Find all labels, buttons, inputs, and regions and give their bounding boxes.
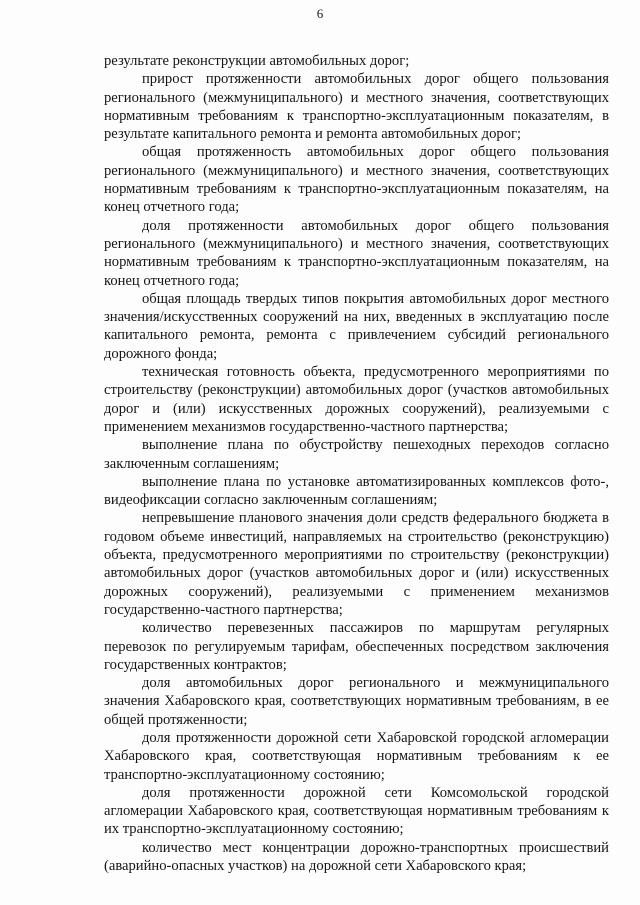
paragraph: выполнение плана по установке автоматизированных комплексов фото-, видеофиксации согласно заключенным соглашениям; bbox=[104, 473, 609, 509]
paragraph: общая протяженность автомобильных дорог общего пользования регионального (межмуниципального) и местного значения, соответствующих нормативным требованиям к транспортно-эксплуатационным показателям, на конец отчетного года; bbox=[104, 144, 609, 216]
paragraph: количество мест концентрации дорожно-транспортных происшествий (аварийно-опасных участков) на дорожной сети Хабаровского края; bbox=[104, 839, 609, 875]
paragraph: доля протяженности дорожной сети Хабаровской городской агломерации Хабаровского края, соответствующая нормативным требованиям к ее транспортно-эксплуатационному состоянию; bbox=[104, 729, 609, 783]
paragraph: количество перевезенных пассажиров по маршрутам регулярных перевозок по регулируемым тарифам, обеспеченных посредством заключения государственных контрактов; bbox=[104, 620, 609, 673]
paragraph: доля протяженности дорожной сети Комсомольской городской агломерации Хабаровского края, соответствующая нормативным требованиям к их транспортно-эксплуатационному состоянию; bbox=[104, 784, 609, 838]
paragraph: выполнение плана по обустройству пешеходных переходов согласно заключенным соглашениям; bbox=[104, 437, 609, 472]
page-number: 6 bbox=[316, 6, 324, 21]
paragraph: непревышение планового значения доли средств федерального бюджета в годовом объеме инвестиций, направляемых на строительство (реконструкцию) объекта, предусмотренного мероприятиями по строительству (реконструкции) автомобильных дорог (участков автомобильных дорог и (или) искусственных дорожных сооружений), реализуемыми с применением механизмов государственно-частного партнерства; bbox=[104, 510, 609, 618]
paragraph: доля автомобильных дорог регионального и межмуниципального значения Хабаровского края, соответствующих нормативным требованиям, в ее общей протяженности; bbox=[104, 675, 609, 728]
document-body bbox=[104, 52, 609, 875]
paragraph: доля протяженности автомобильных дорог общего пользования регионального (межмуниципального) и местного значения, соответствующих нормативным требованиям к транспортно-эксплуатационным показателям, на конец отчетного года; bbox=[104, 217, 609, 289]
paragraph: общая площадь твердых типов покрытия автомобильных дорог местного значения/искусственных сооружений на них, введенных в эксплуатацию после капитального ремонта, ремонта с привлечением субсидий регионального дорожного фонда; bbox=[104, 290, 609, 362]
paragraph-continuation: результате реконструкции автомобильных дорог; bbox=[104, 53, 410, 69]
paragraph: техническая готовность объекта, предусмотренного мероприятиями по строительству (реконструкции) автомобильных дорог (участков автомобильных дорог и (или) искусственных дорожных сооружений), реализуемыми с применением механизмов государственно-частного партнерства; bbox=[104, 364, 609, 435]
paragraph: прирост протяженности автомобильных дорог общего пользования регионального (межмуниципального) и местного значения, соответствующих нормативным требованиям к транспортно-эксплуатационным показателям, в результате капитального ремонта и ремонта автомобильных дорог; bbox=[104, 71, 609, 143]
